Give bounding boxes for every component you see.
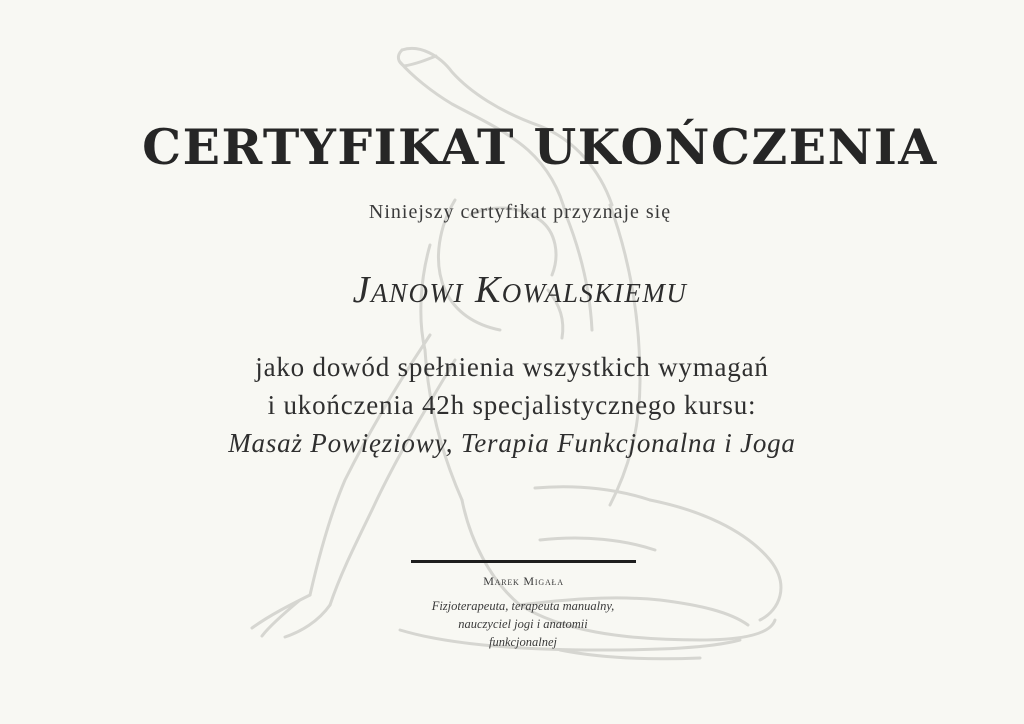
course-name: Masaż Powięziowy, Terapia Funkcjonalna i Joga bbox=[228, 428, 796, 458]
certificate-body bbox=[0, 348, 1024, 462]
body-line-1: jako dowód spełnienia wszystkich wymagań bbox=[255, 352, 769, 382]
intro-text: Niniejszy certyfikat przyznaje się bbox=[368, 201, 672, 223]
signer-role bbox=[393, 597, 653, 651]
signer-name: Marek Migała bbox=[483, 574, 564, 588]
signature-line bbox=[411, 560, 636, 563]
body-line-2: i ukończenia 42h specjalistycznego kursu: bbox=[267, 390, 757, 420]
signer-role-line: nauczyciel jogi i anatomii bbox=[458, 617, 588, 631]
signer-role-line: funkcjonalnej bbox=[488, 635, 558, 649]
signer-role-line: Fizjoterapeuta, terapeuta manualny, bbox=[431, 599, 615, 613]
certificate-title: CERTYFIKAT UKOŃCZENIA bbox=[142, 118, 938, 176]
recipient-name: Janowi Kowalskiemu bbox=[352, 269, 688, 311]
